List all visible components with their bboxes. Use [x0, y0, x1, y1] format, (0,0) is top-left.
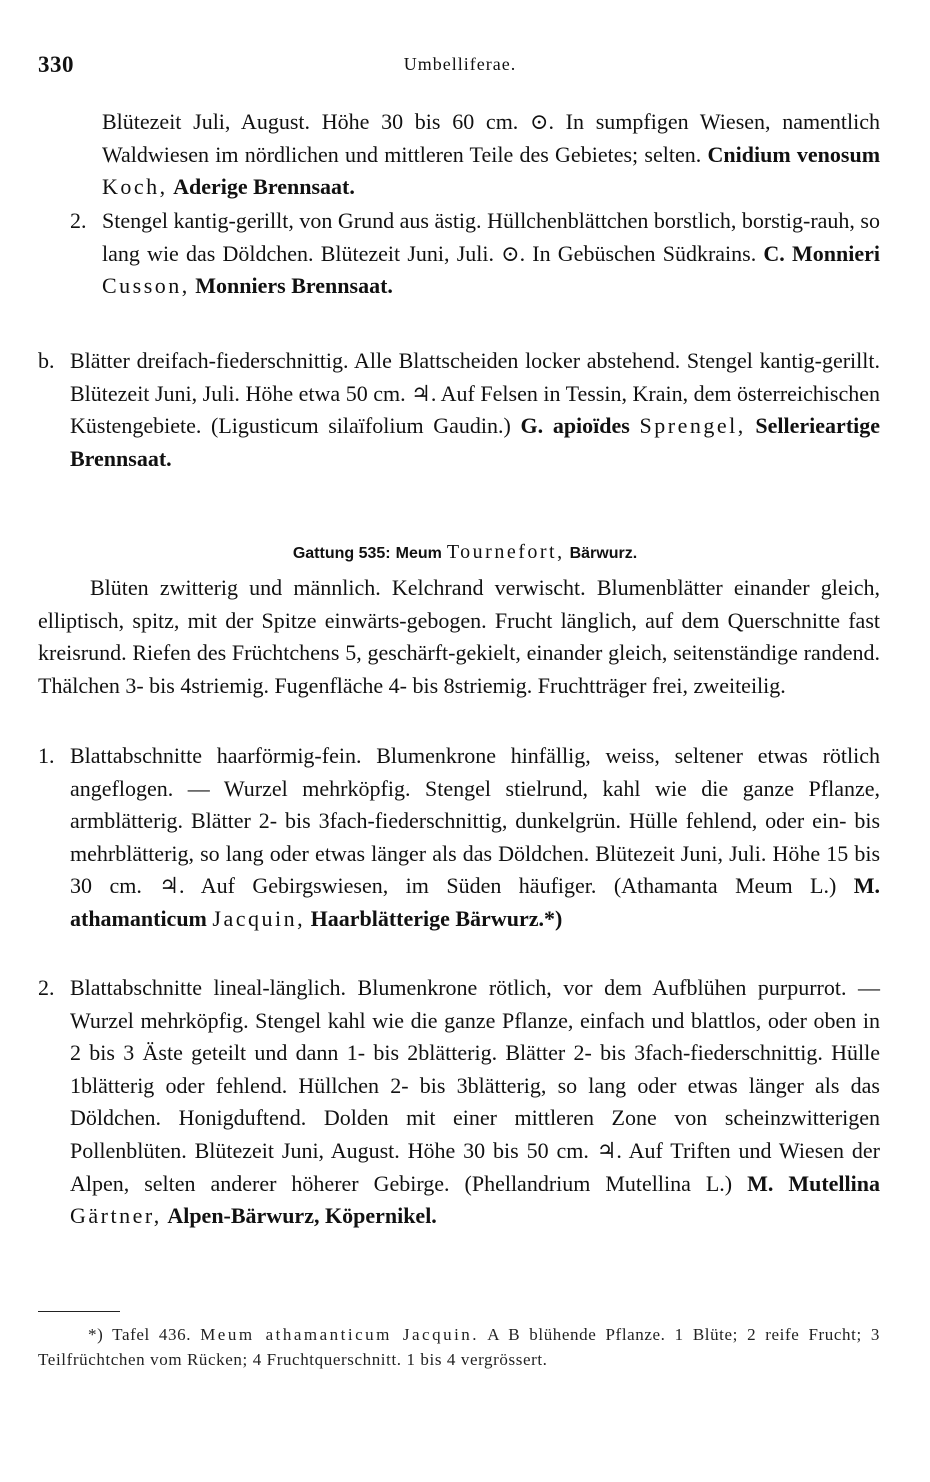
- species-author: Jacquin,: [212, 905, 306, 931]
- item-number: 2.: [38, 975, 55, 1000]
- key-item-1: [70, 740, 880, 936]
- species-name: C. Monnieri: [763, 240, 880, 266]
- footnote: [38, 1322, 880, 1372]
- item-text: Blattabschnitte lineal-länglich. Blumenkrone rötlich, vor dem Aufblühen purpurrot. — Wurzel mehrköpfig. Stengel kahl wie die ganze Pflanze, einfach und blattlos, oder oben in 2 bis 3 Äste geteilt und dann 1- bis 2blätterig. Blätter 2- bis 3fach-fiederschnittig. Hülle 1blätterig oder fehlend. Hüllchen 2- bis 3blätterig, so lang oder etwas länger als das Döldchen. Honigduftend. Dolden mit einer mittleren Zone von scheinzwitterigen Pollenblüten. Blütezeit Juni, August. Höhe 30 bis 50 cm. ♃. Auf Triften und Wiesen der Alpen, selten anderer höherer Gebirge. (Phellandrium Mutellina L.): [70, 975, 880, 1196]
- key-item-2: [102, 205, 880, 303]
- genus-description: Blüten zwitterig und männlich. Kelchrand verwischt. Blumenblätter einander gleich, elliptisch, spitz, mit der Spitze einwärts-gebogen. Frucht länglich, auf dem Querschnitte fast kreisrund. Riefen des Früchtchens 5, geschärft-gekielt, einander gleich, seitenständige randend. Thälchen 3- bis 4striemig. Fugenfläche 4- bis 8striemig. Fruchtträger frei, zweiteilig.: [38, 575, 880, 698]
- species-name: Cnidium venosum: [707, 141, 881, 167]
- item-text: Blätter dreifach-fiederschnittig. Alle Blattscheiden locker abstehend. Stengel kantig-gerillt. Blütezeit Juni, Juli. Höhe etwa 50 cm. ♃. Auf Felsen in Tessin, Krain, dem österreichischen Küstengebiete. (Ligusticum silaïfolium Gaudin.): [70, 348, 880, 439]
- running-title: Umbelliferae.: [403, 54, 517, 74]
- item-number: 2.: [70, 208, 87, 233]
- key-item-2-meum: [70, 972, 880, 1233]
- species-author: Gärtner,: [70, 1203, 162, 1229]
- genus-name: Meum: [395, 545, 442, 562]
- genus-common-name: Bärwurz.: [569, 545, 638, 562]
- species-name: M. athamanticum: [70, 873, 880, 931]
- page-header: [38, 52, 882, 82]
- species-author: Sprengel,: [639, 413, 746, 439]
- species-author: Koch,: [102, 174, 168, 200]
- footnote-rule: [38, 1311, 120, 1312]
- footnote-ref: *) Tafel 436.: [88, 1325, 192, 1344]
- footnote-text: A B blühende Pflanze. 1 Blüte; 2 reife Frucht; 3 Teilfrüchtchen vom Rücken; 4 Fruchtquerschnitt. 1 bis 4 vergrössert.: [38, 1325, 880, 1369]
- common-name: Haarblätterige Bärwurz.*): [310, 905, 563, 931]
- item-number: 1.: [38, 743, 55, 768]
- key-item-b: [70, 345, 880, 475]
- continuation-line: Blütezeit Juli, August. Höhe 30 bis 60 cm. ⊙. In sumpfigen Wiesen,: [102, 109, 771, 134]
- genus-author: Tournefort,: [446, 541, 565, 563]
- common-name: Sellerieartige Brennsaat.: [70, 413, 881, 471]
- item-text: Stengel kantig-gerillt, von Grund aus ästig. Hüllchenblättchen borstlich, borstig-rauh, so lang wie das Döldchen. Blütezeit Juni, Juli. ⊙. In Gebüschen Südkrains.: [102, 208, 880, 266]
- continuation-line: selten.: [644, 141, 702, 167]
- species-name: G. apioïdes: [520, 413, 630, 439]
- genus-prefix: Gattung 535:: [292, 545, 391, 562]
- item-text: Blattabschnitte haarförmig-fein. Blumenkrone hinfällig, weiss, seltener etwas rötlich angeflogen. — Wurzel mehrköpfig. Stengel stielrund, kahl wie die ganze Pflanze, armblätterig. Blätter 2- bis 3fach-fiederschnittig, dunkelgrün. Hülle fehlend, oder ein- bis mehrblätterig, so lang oder etwas länger als das Döldchen. Blütezeit Juni, Juli. Höhe 15 bis 30 cm. ♃. Auf Gebirgswiesen, im Süden häufiger. (Athamanta Meum L.): [70, 743, 880, 899]
- footnote-species: Meum athamanticum Jacquin.: [200, 1325, 480, 1344]
- continuation-line: namentlich Waldwiesen im nördlichen und mittleren Teile des Gebietes;: [102, 109, 880, 167]
- species-author: Cusson,: [102, 273, 190, 299]
- common-name: Monniers Brennsaat.: [195, 273, 393, 299]
- genus-heading: [0, 538, 930, 568]
- common-name: Alpen-Bärwurz, Köpernikel.: [167, 1203, 437, 1229]
- continuation-paragraph: [102, 106, 880, 204]
- item-number: b.: [38, 348, 55, 373]
- page-number: 330: [38, 52, 74, 77]
- common-name: Aderige Brennsaat.: [173, 174, 355, 200]
- species-name: M. Mutellina: [747, 1170, 880, 1196]
